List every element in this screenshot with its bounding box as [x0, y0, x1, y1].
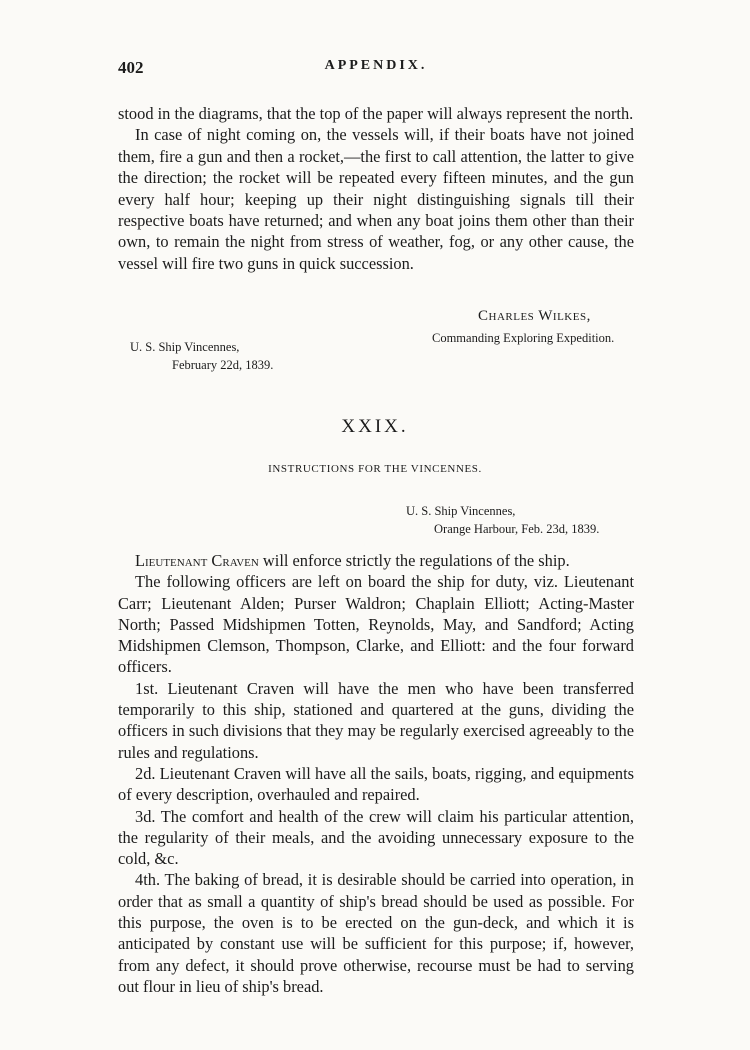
section-number: XXIX.	[341, 416, 409, 437]
instruction-3d: 3d. The comfort and health of the crew will claim his particular attention, the regularity of their meals, and the avoiding unnecessary exposure to the cold, &c.	[118, 806, 634, 869]
dateline-place-date: Orange Harbour, Feb. 23d, 1839.	[434, 522, 600, 536]
instructions-text-block	[118, 550, 634, 997]
section-title: INSTRUCTIONS FOR THE VINCENNES.	[268, 463, 482, 475]
dateline-ship: U. S. Ship Vincennes,	[406, 504, 516, 518]
signature-location: U. S. Ship Vincennes,	[130, 340, 240, 354]
night-signals-paragraph: In case of night coming on, the vessels will, if their boats have not joined them, fire a gun and then a rocket,—the first to call attention, the latter to give the direction; the rocket will be repeated every fifteen minutes, and the gun every half hour; keeping up their night distinguishing signals till their respective boats have returned; and when any boat joins them other than their own, to remain the night from stress of weather, fog, or any other cause, the vessel will fire two guns in quick succession.	[118, 125, 634, 273]
continued-paragraph: stood in the diagrams, that the top of the paper will always represent the north.	[118, 104, 634, 123]
instruction-4th: 4th. The baking of bread, it is desirable should be carried into operation, in order that as small a quantity of ship's bread should be used as possible. For this purpose, the oven is to be erected on the gun-deck, and which it is anticipated by constant use will be sufficient for this purpose; if, however, from any defect, it should prove otherwise, recourse must be had to serving out flour in lieu of ship's bread.	[118, 870, 634, 996]
signature-title: Commanding Exploring Expedition.	[432, 331, 615, 345]
page-header	[118, 58, 634, 82]
top-text-block	[118, 103, 634, 274]
officers-paragraph: The following officers are left on board the ship for duty, viz. Lieutenant Carr; Lieutenant Alden; Purser Waldron; Chaplain Elliott; Acting-Master North; Passed Midshipmen Totten, Reynolds, May, and Sandford; Acting Midshipmen Clemson, Thompson, Clarke, and Elliott: and the four forward officers.	[118, 572, 634, 677]
intro-rest: will enforce strictly the regulations of the ship.	[258, 551, 570, 570]
page-number: 402	[118, 58, 144, 77]
running-head: APPENDIX.	[324, 58, 428, 73]
instruction-1st: 1st. Lieutenant Craven will have the men who have been transferred temporarily to this ship, stationed and quartered at the guns, dividing the officers in such divisions that they may be regularly exercised agreeably to the rules and regulations.	[118, 678, 634, 762]
instruction-intro-paragraph	[118, 550, 634, 571]
lead-name: Lieutenant Craven	[135, 551, 259, 570]
signature-date: February 22d, 1839.	[172, 358, 274, 372]
instruction-2d: 2d. Lieutenant Craven will have all the sails, boats, rigging, and equipments of every description, overhauled and repaired.	[118, 763, 634, 805]
signature-name: Charles Wilkes,	[478, 308, 591, 324]
